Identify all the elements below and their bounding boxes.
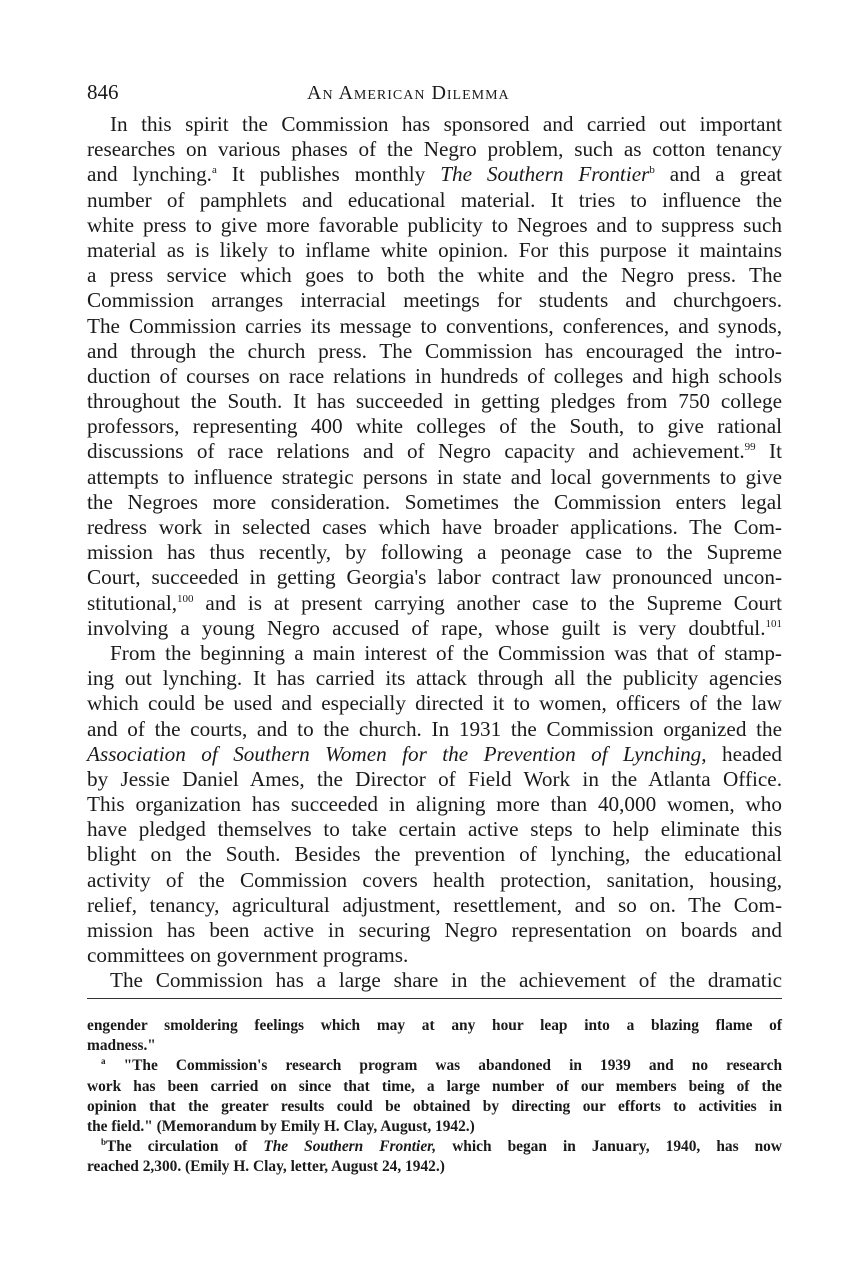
text-line: and through the church press. The Commission has encouraged the intro-: [87, 338, 782, 363]
text-line: [87, 162, 782, 187]
page-number: 846: [87, 80, 119, 104]
text-span: and is at present carrying another case to the Supreme Court: [193, 590, 782, 615]
text-line: by Jessie Daniel Ames, the Director of Field Work in the Atlanta Office.: [87, 766, 782, 791]
text-line: professors, representing 400 white colleges of the South, to give rational: [87, 414, 782, 439]
text-line: [87, 591, 782, 616]
footnote-marker: a: [101, 1056, 106, 1067]
text-line: committees on government programs.: [87, 943, 409, 968]
footnote-line: [87, 1056, 782, 1076]
text-line: In this spirit the Commission has sponsored and carried out important: [110, 112, 782, 136]
footnote-line: [87, 1137, 782, 1157]
running-head: An American Dilemma: [307, 82, 510, 104]
text-line: material as is likely to inflame white opinion. For this purpose it maintains: [87, 237, 782, 262]
text-line: white press to give more favorable publicity to Negroes and to suppress such: [87, 212, 782, 237]
text-line: and of the courts, and to the church. In 1931 the Commission organized the: [87, 716, 782, 741]
text-line: number of pamphlets and educational material. It tries to influence the: [87, 187, 782, 212]
footnote-ref: 101: [765, 617, 782, 630]
text-line: have pledged themselves to take certain active steps to help eliminate this: [87, 817, 782, 842]
text-span: and a great: [654, 162, 782, 187]
text-line: duction of courses on race relations in hundreds of colleges and high schools: [87, 363, 782, 388]
footnotes: [87, 1016, 782, 1178]
page-header: [87, 80, 782, 106]
italic-title: The Southern Frontier: [440, 162, 650, 187]
footnote-line: the field." (Memorandum by Emily H. Clay, August, 1942.): [87, 1117, 475, 1135]
footnote-ref: 100: [177, 592, 194, 605]
text-line: the Negroes more consideration. Sometimes the Commission enters legal: [87, 489, 782, 514]
text-line: From the beginning a main interest of the Commission was that of stamp-: [110, 640, 782, 665]
footnote-marker: b: [101, 1137, 107, 1148]
footnote-ref: a: [211, 164, 217, 177]
text-line: [87, 742, 782, 767]
text-line: attempts to influence strategic persons in state and local governments to give: [87, 464, 782, 489]
italic-title: The Southern Frontier,: [263, 1138, 437, 1156]
text-line: [87, 439, 782, 464]
text-line: mission has been active in securing Negro representation on boards and: [87, 918, 782, 942]
text-span: stitutional,: [87, 590, 178, 615]
footnote-line: work has been carried on since that time, a large number of our members being of the: [87, 1077, 782, 1095]
text-span: It publishes monthly: [216, 162, 441, 187]
text-line: The Commission carries its message to conventions, conferences, and synods,: [87, 313, 782, 338]
footnote-line: opinion that the greater results could be obtained by directing our efforts to activities in: [87, 1097, 782, 1115]
italic-title: Association of Southern Women for the Prevention of Lynching,: [87, 741, 707, 766]
footnote-ref: b: [649, 164, 655, 177]
text-line: The Commission has a large share in the achievement of the dramatic: [110, 968, 782, 993]
text-span: involving a young Negro accused of rape, whose guilt is very doubtful.: [87, 615, 766, 640]
text-line: relief, tenancy, agricultural adjustment, resettlement, and so on. The Com-: [87, 892, 782, 917]
footnote-ref: 99: [744, 441, 756, 454]
text-line: Court, succeeded in getting Georgia's labor contract law pronounced uncon-: [87, 565, 782, 590]
text-line: ing out lynching. It has carried its attack through all the publicity agencies: [87, 666, 782, 691]
text-line: a press service which goes to both the white and the Negro press. The: [87, 263, 782, 288]
footnote-line: engender smoldering feelings which may at any hour leap into a blazing flame of: [87, 1017, 782, 1034]
text-line: which could be used and especially directed it to women, officers of the law: [87, 691, 782, 716]
text-line: throughout the South. It has succeeded in getting pledges from 750 college: [87, 389, 782, 414]
text-span: which began in January, 1940, has now: [436, 1138, 782, 1156]
text-line: activity of the Commission covers health protection, sanitation, housing,: [87, 867, 782, 892]
text-span: headed: [706, 741, 782, 766]
text-line: Commission arranges interracial meetings for students and churchgoers.: [87, 288, 782, 313]
text-span: and lynching.: [87, 162, 212, 187]
footnote-line: reached 2,300. (Emily H. Clay, letter, August 24, 1942.): [87, 1158, 445, 1176]
footnote-divider: [87, 998, 782, 999]
text-line: researches on various phases of the Negro problem, such as cotton tenancy: [87, 137, 782, 162]
main-text: [87, 112, 782, 994]
text-span: discussions of race relations and of Negro capacity and achievement.: [87, 439, 745, 464]
text-line: redress work in selected cases which have broader applications. The Com-: [87, 515, 782, 539]
footnote-line: madness.": [87, 1037, 156, 1055]
text-line: blight on the South. Besides the prevention of lynching, the educational: [87, 842, 782, 867]
text-line: [87, 616, 782, 641]
text-line: This organization has succeeded in aligning more than 40,000 women, who: [87, 792, 782, 817]
text-span: It: [755, 439, 782, 464]
text-span: "The Commission's research program was abandoned in 1939 and no research: [105, 1057, 782, 1075]
text-line: mission has thus recently, by following a peonage case to the Supreme: [87, 540, 782, 565]
text-span: The circulation of: [106, 1138, 264, 1156]
